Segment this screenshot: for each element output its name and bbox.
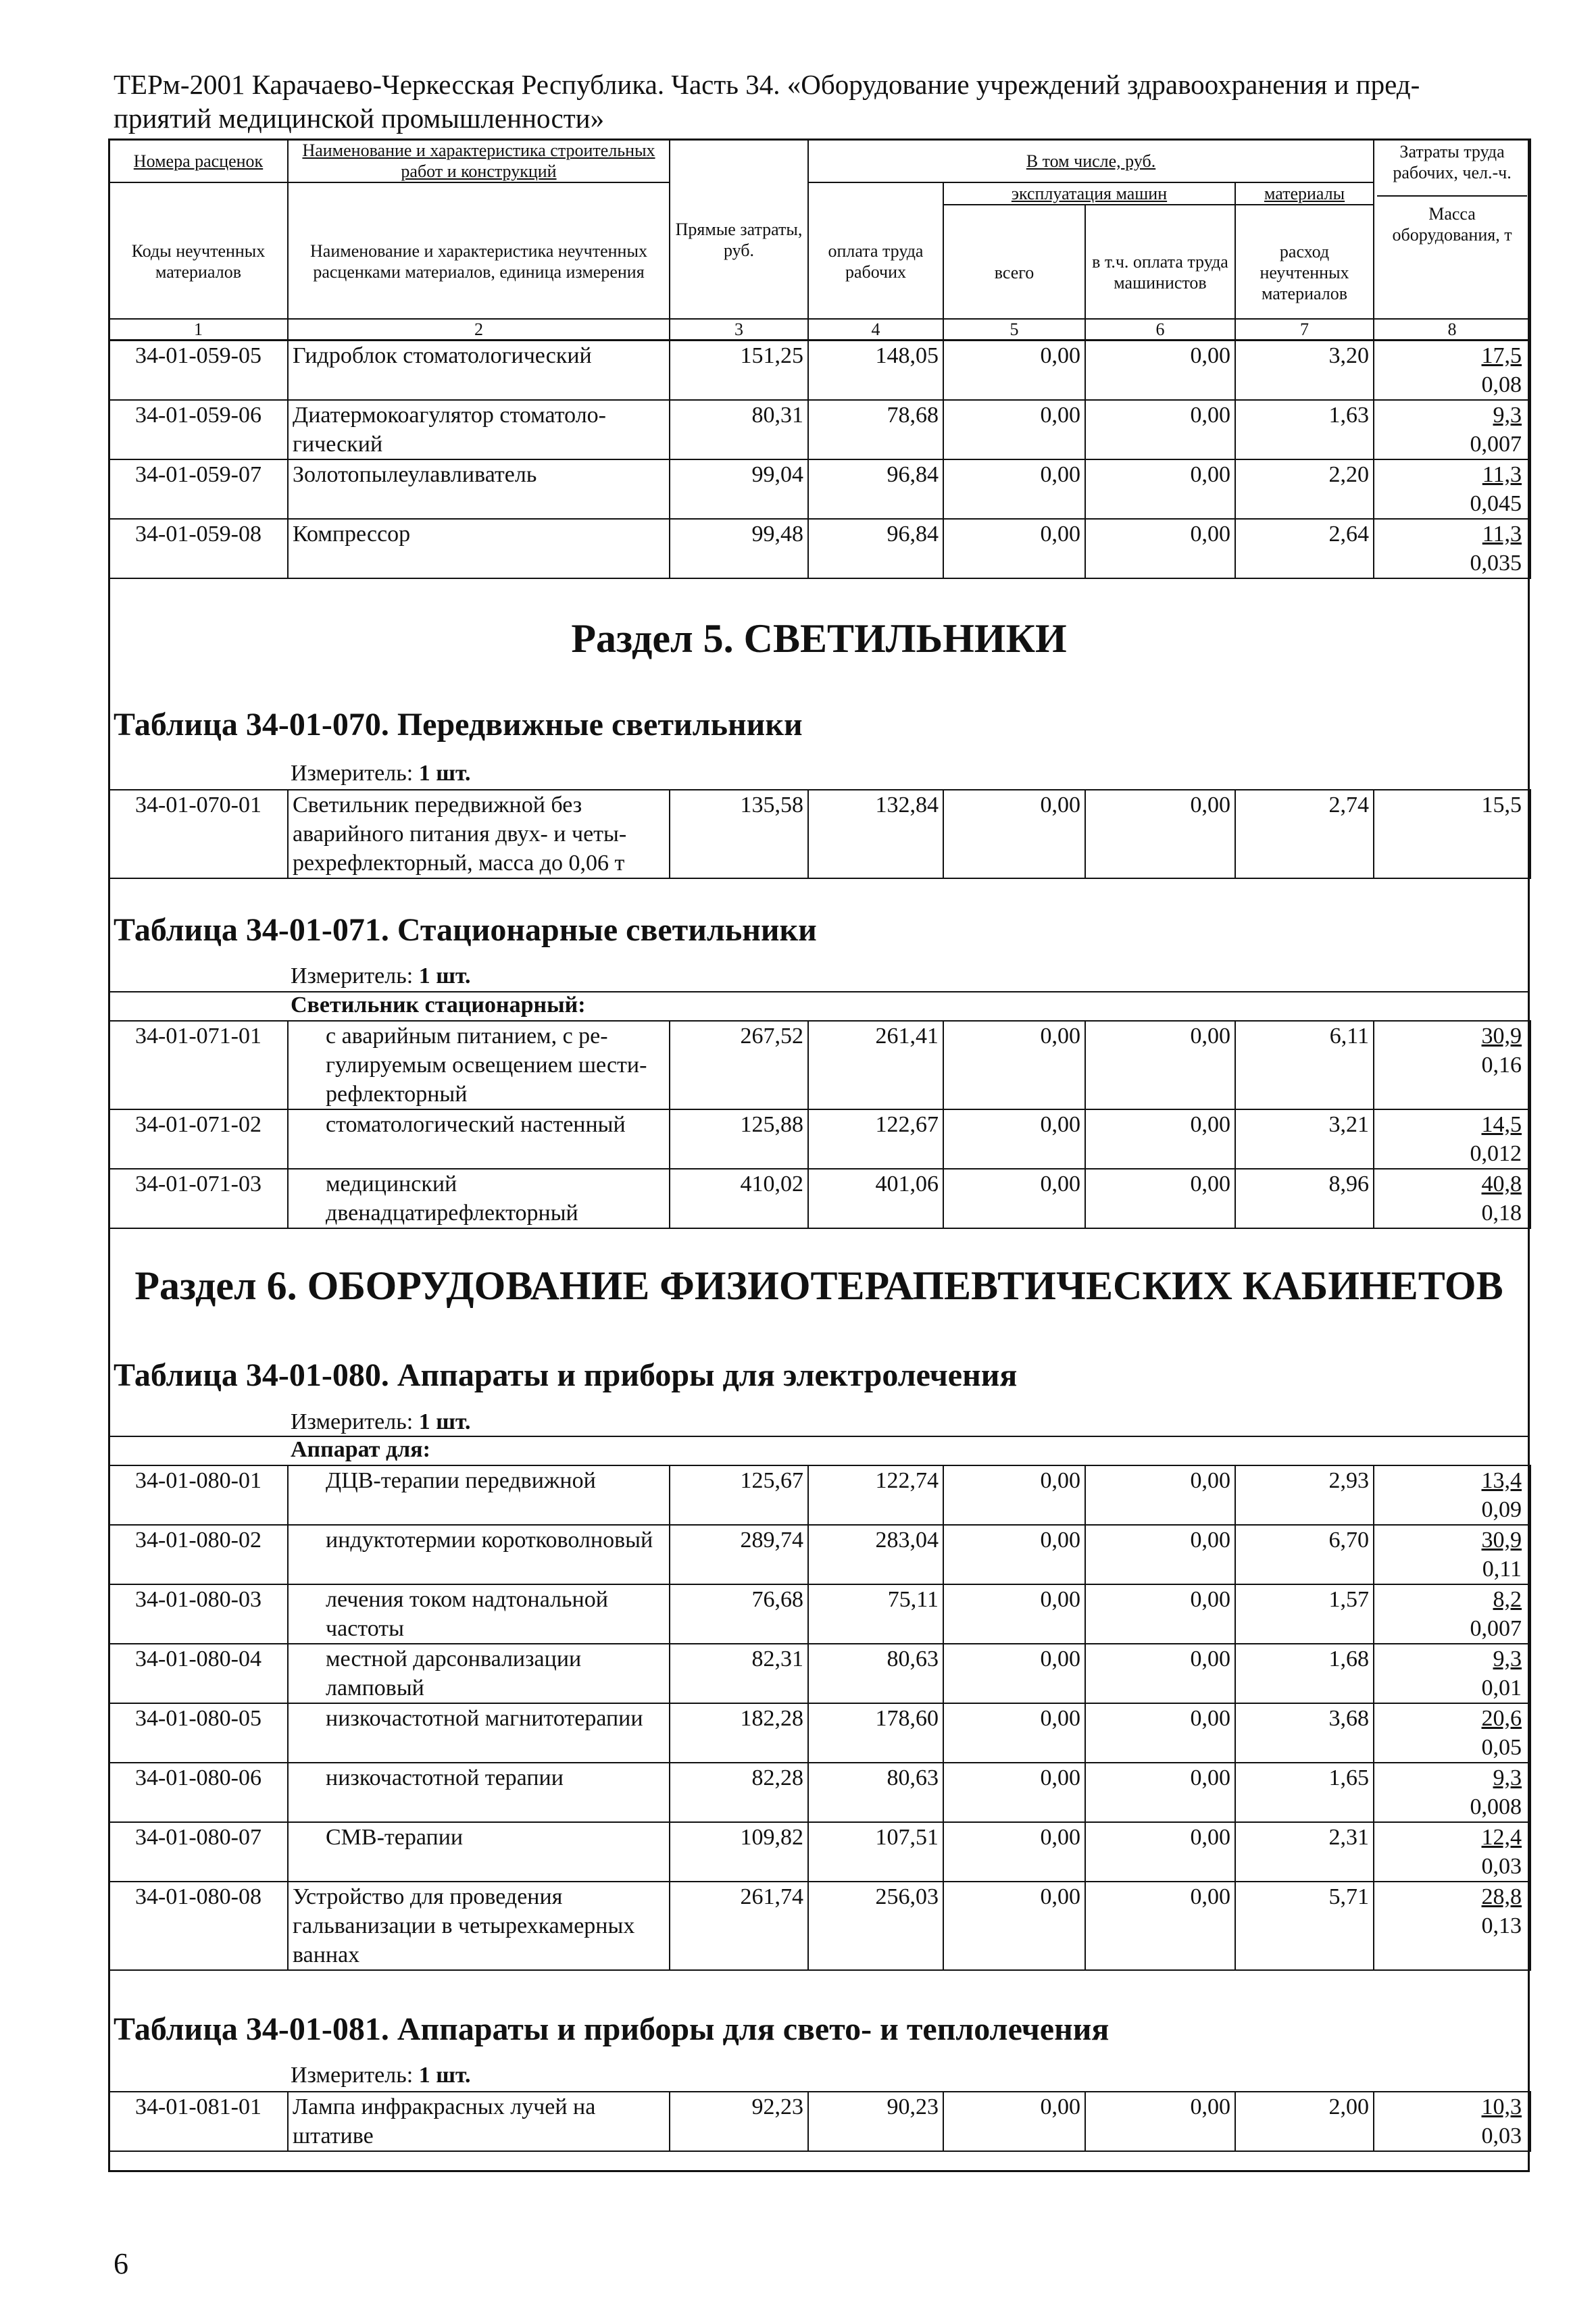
row-labor-hours: 9,3 xyxy=(1493,1765,1522,1790)
measure-label: Измеритель: xyxy=(291,1409,414,1434)
row-name: лечения током надтональной частоты xyxy=(288,1584,670,1644)
row-hours-mass xyxy=(1374,790,1530,878)
row-equipment-mass: 0,13 xyxy=(1481,1913,1522,1938)
header-col6: в т.ч. оплата труда машинистов xyxy=(1085,205,1235,340)
table-071-group-label: Светильник стационарный: xyxy=(291,992,586,1017)
row-machine-cost: 0,00 xyxy=(943,1882,1085,1970)
table-071-title: Таблица 34-01-071. Стационарные светильники xyxy=(114,912,817,948)
row-code: 34-01-080-04 xyxy=(109,1644,288,1703)
page-header-title xyxy=(114,68,1532,135)
table-071 xyxy=(108,1020,1531,1229)
col-index-6: 6 xyxy=(1085,319,1235,341)
row-machinist-labor: 0,00 xyxy=(1085,790,1235,878)
row-direct-cost: 135,58 xyxy=(670,790,808,878)
row-labor-cost: 178,60 xyxy=(808,1703,943,1763)
row-machine-cost: 0,00 xyxy=(943,1584,1085,1644)
row-labor-cost: 122,67 xyxy=(808,1109,943,1169)
col-index-1: 1 xyxy=(109,319,288,341)
row-equipment-mass: 0,16 xyxy=(1481,1053,1522,1078)
row-machinist-labor: 0,00 xyxy=(1085,341,1235,400)
table-row xyxy=(109,1822,1530,1882)
row-direct-cost: 82,28 xyxy=(670,1763,808,1822)
row-machinist-labor: 0,00 xyxy=(1085,1109,1235,1169)
row-materials: 2,93 xyxy=(1235,1465,1374,1525)
table-row xyxy=(109,1882,1530,1970)
table-block1 xyxy=(108,340,1531,579)
row-equipment-mass: 0,035 xyxy=(1470,551,1522,576)
row-code: 34-01-080-06 xyxy=(109,1763,288,1822)
header-materials: материалы xyxy=(1235,182,1374,205)
table-080-rows xyxy=(109,1465,1530,1970)
table-row xyxy=(109,1169,1530,1228)
row-direct-cost: 182,28 xyxy=(670,1703,808,1763)
row-equipment-mass: 0,05 xyxy=(1481,1735,1522,1760)
row-machine-cost: 0,00 xyxy=(943,1822,1085,1882)
row-machine-cost: 0,00 xyxy=(943,519,1085,578)
row-labor-hours: 11,3 xyxy=(1482,522,1522,547)
row-labor-cost: 96,84 xyxy=(808,459,943,519)
measure-value: 1 шт. xyxy=(418,1409,471,1434)
row-machinist-labor: 0,00 xyxy=(1085,1703,1235,1763)
row-name: низкочастотной магнитотерапии xyxy=(288,1703,670,1763)
row-labor-hours: 15,5 xyxy=(1481,793,1522,818)
row-name: Гидроблок стоматологический xyxy=(288,341,670,400)
table-row xyxy=(109,2092,1530,2151)
block1-rows xyxy=(109,341,1530,578)
row-materials: 1,63 xyxy=(1235,400,1374,459)
measure-label: Измеритель: xyxy=(291,2063,414,2088)
row-materials: 5,71 xyxy=(1235,1882,1374,1970)
col-index-3: 3 xyxy=(670,319,808,341)
row-direct-cost: 125,88 xyxy=(670,1109,808,1169)
row-direct-cost: 99,04 xyxy=(670,459,808,519)
header-col8-bottom: Масса оборудования, т xyxy=(1392,204,1512,245)
table-081 xyxy=(108,2091,1531,2152)
row-name: Светильник передвижной без аварийного питания двух- и четы-рехрефлекторный, масса до 0,06 т xyxy=(288,790,670,878)
table-row xyxy=(109,341,1530,400)
row-machine-cost: 0,00 xyxy=(943,1763,1085,1822)
row-hours-mass xyxy=(1374,1169,1530,1228)
row-machinist-labor: 0,00 xyxy=(1085,1882,1235,1970)
measure-value: 1 шт. xyxy=(418,963,471,988)
row-direct-cost: 267,52 xyxy=(670,1021,808,1109)
row-machine-cost: 0,00 xyxy=(943,1644,1085,1703)
row-machinist-labor: 0,00 xyxy=(1085,1169,1235,1228)
row-hours-mass xyxy=(1374,1703,1530,1763)
row-equipment-mass: 0,08 xyxy=(1481,372,1522,397)
table-row xyxy=(109,1763,1530,1822)
header-col2-top: Наименование и характеристика строительных работ и конструкций xyxy=(288,139,670,182)
measure-label: Измеритель: xyxy=(291,963,414,988)
table-row xyxy=(109,1465,1530,1525)
table-row xyxy=(109,1644,1530,1703)
row-name: низкочастотной терапии xyxy=(288,1763,670,1822)
row-code: 34-01-080-08 xyxy=(109,1882,288,1970)
row-equipment-mass: 0,18 xyxy=(1481,1201,1522,1226)
measure-label: Измеритель: xyxy=(291,761,414,786)
row-labor-cost: 256,03 xyxy=(808,1882,943,1970)
row-labor-hours: 40,8 xyxy=(1481,1172,1522,1197)
row-equipment-mass: 0,012 xyxy=(1470,1141,1522,1166)
row-machinist-labor: 0,00 xyxy=(1085,1584,1235,1644)
header-exploit: эксплуатация машин xyxy=(943,182,1235,205)
row-name: СМВ-терапии xyxy=(288,1822,670,1882)
row-equipment-mass: 0,007 xyxy=(1470,1616,1522,1641)
row-name: местной дарсонвализации ламповый xyxy=(288,1644,670,1703)
row-labor-cost: 283,04 xyxy=(808,1525,943,1584)
row-hours-mass xyxy=(1374,2092,1530,2151)
row-materials: 3,68 xyxy=(1235,1703,1374,1763)
row-equipment-mass: 0,008 xyxy=(1470,1794,1522,1819)
row-hours-mass xyxy=(1374,1465,1530,1525)
table-row xyxy=(109,459,1530,519)
table-070 xyxy=(108,789,1531,879)
table-070-rows xyxy=(109,790,1530,878)
row-direct-cost: 125,67 xyxy=(670,1465,808,1525)
row-equipment-mass: 0,045 xyxy=(1470,491,1522,516)
row-machinist-labor: 0,00 xyxy=(1085,400,1235,459)
col-index-5: 5 xyxy=(943,319,1085,341)
row-code: 34-01-059-07 xyxy=(109,459,288,519)
row-hours-mass xyxy=(1374,1644,1530,1703)
col-index-2: 2 xyxy=(288,319,670,341)
row-machine-cost: 0,00 xyxy=(943,1465,1085,1525)
row-name: Диатермокоагулятор стоматоло-гический xyxy=(288,400,670,459)
header-col5: всего xyxy=(943,205,1085,340)
row-labor-cost: 78,68 xyxy=(808,400,943,459)
row-materials: 6,11 xyxy=(1235,1021,1374,1109)
row-materials: 3,20 xyxy=(1235,341,1374,400)
row-direct-cost: 261,74 xyxy=(670,1882,808,1970)
header-col7: расход неучтенных материалов xyxy=(1235,205,1374,340)
row-machinist-labor: 0,00 xyxy=(1085,1822,1235,1882)
page-number: 6 xyxy=(114,2247,128,2280)
measure-value: 1 шт. xyxy=(418,2063,471,2088)
table-row xyxy=(109,1525,1530,1584)
row-code: 34-01-059-06 xyxy=(109,400,288,459)
row-hours-mass xyxy=(1374,1822,1530,1882)
row-equipment-mass: 0,03 xyxy=(1481,2123,1522,2148)
row-hours-mass xyxy=(1374,1525,1530,1584)
row-machine-cost: 0,00 xyxy=(943,1021,1085,1109)
row-code: 34-01-080-07 xyxy=(109,1822,288,1882)
row-equipment-mass: 0,007 xyxy=(1470,432,1522,457)
row-labor-cost: 90,23 xyxy=(808,2092,943,2151)
row-materials: 2,00 xyxy=(1235,2092,1374,2151)
row-equipment-mass: 0,11 xyxy=(1482,1557,1522,1582)
row-code: 34-01-081-01 xyxy=(109,2092,288,2151)
row-labor-hours: 12,4 xyxy=(1481,1825,1522,1850)
row-labor-hours: 10,3 xyxy=(1481,2094,1522,2119)
row-direct-cost: 99,48 xyxy=(670,519,808,578)
table-081-rows xyxy=(109,2092,1530,2151)
row-machinist-labor: 0,00 xyxy=(1085,1021,1235,1109)
table-071-measure xyxy=(291,963,471,990)
row-labor-hours: 9,3 xyxy=(1493,1646,1522,1671)
row-machine-cost: 0,00 xyxy=(943,1169,1085,1228)
row-name: Лампа инфракрасных лучей на штативе xyxy=(288,2092,670,2151)
row-code: 34-01-070-01 xyxy=(109,790,288,878)
section-5-heading: Раздел 5. СВЕТИЛЬНИКИ xyxy=(571,616,1067,661)
row-machine-cost: 0,00 xyxy=(943,459,1085,519)
row-machinist-labor: 0,00 xyxy=(1085,2092,1235,2151)
row-materials: 1,57 xyxy=(1235,1584,1374,1644)
section-6-heading: Раздел 6. ОБОРУДОВАНИЕ ФИЗИОТЕРАПЕВТИЧЕСКИХ КАБИНЕТОВ xyxy=(134,1263,1503,1308)
row-code: 34-01-071-03 xyxy=(109,1169,288,1228)
row-hours-mass xyxy=(1374,1882,1530,1970)
row-hours-mass xyxy=(1374,459,1530,519)
table-080-title: Таблица 34-01-080. Аппараты и приборы для электролечения xyxy=(114,1357,1018,1393)
row-labor-cost: 132,84 xyxy=(808,790,943,878)
table-081-title: Таблица 34-01-081. Аппараты и приборы для свето- и теплолечения xyxy=(114,2011,1109,2047)
row-labor-cost: 261,41 xyxy=(808,1021,943,1109)
row-machine-cost: 0,00 xyxy=(943,400,1085,459)
col-index-4: 4 xyxy=(808,319,943,341)
table-080-measure xyxy=(291,1409,471,1436)
row-code: 34-01-080-02 xyxy=(109,1525,288,1584)
row-machinist-labor: 0,00 xyxy=(1085,1525,1235,1584)
row-direct-cost: 82,31 xyxy=(670,1644,808,1703)
table-081-measure xyxy=(291,2062,471,2089)
row-labor-hours: 30,9 xyxy=(1481,1024,1522,1049)
row-machinist-labor: 0,00 xyxy=(1085,519,1235,578)
row-labor-hours: 28,8 xyxy=(1481,1884,1522,1909)
row-labor-hours: 14,5 xyxy=(1481,1112,1522,1137)
row-materials: 1,65 xyxy=(1235,1763,1374,1822)
row-code: 34-01-071-01 xyxy=(109,1021,288,1109)
row-name: медицинский двенадцатирефлекторный xyxy=(288,1169,670,1228)
table-row xyxy=(109,1021,1530,1109)
row-labor-cost: 122,74 xyxy=(808,1465,943,1525)
row-code: 34-01-071-02 xyxy=(109,1109,288,1169)
table-header xyxy=(108,139,1531,341)
row-hours-mass xyxy=(1374,1763,1530,1822)
row-labor-cost: 75,11 xyxy=(808,1584,943,1644)
table-070-title: Таблица 34-01-070. Передвижные светильники xyxy=(114,707,803,743)
row-labor-cost: 148,05 xyxy=(808,341,943,400)
row-hours-mass xyxy=(1374,1109,1530,1169)
row-materials: 8,96 xyxy=(1235,1169,1374,1228)
row-equipment-mass: 0,03 xyxy=(1481,1854,1522,1879)
row-machinist-labor: 0,00 xyxy=(1085,1465,1235,1525)
header-col1-bottom: Коды неучтенных материалов xyxy=(109,182,288,340)
row-code: 34-01-080-05 xyxy=(109,1703,288,1763)
measure-value: 1 шт. xyxy=(418,761,471,786)
row-machinist-labor: 0,00 xyxy=(1085,1644,1235,1703)
row-materials: 2,31 xyxy=(1235,1822,1374,1882)
row-labor-hours: 8,2 xyxy=(1493,1587,1522,1612)
row-labor-hours: 11,3 xyxy=(1482,462,1522,487)
row-materials: 1,68 xyxy=(1235,1644,1374,1703)
row-labor-hours: 9,3 xyxy=(1493,403,1522,428)
col-index-7: 7 xyxy=(1235,319,1374,341)
row-hours-mass xyxy=(1374,519,1530,578)
row-labor-cost: 401,06 xyxy=(808,1169,943,1228)
row-materials: 6,70 xyxy=(1235,1525,1374,1584)
row-hours-mass xyxy=(1374,341,1530,400)
page-header-title-line2: приятий медицинской промышленности» xyxy=(114,103,605,134)
row-labor-hours: 13,4 xyxy=(1481,1468,1522,1493)
column-index-row xyxy=(108,318,1531,341)
table-row xyxy=(109,790,1530,878)
row-labor-cost: 96,84 xyxy=(808,519,943,578)
row-materials: 2,20 xyxy=(1235,459,1374,519)
table-row xyxy=(109,1584,1530,1644)
row-equipment-mass: 0,01 xyxy=(1481,1676,1522,1701)
row-machine-cost: 0,00 xyxy=(943,1525,1085,1584)
col-index-8: 8 xyxy=(1374,319,1530,341)
header-col2-bottom: Наименование и характеристика неучтенных расценками материалов, единица измерения xyxy=(288,182,670,340)
row-labor-cost: 107,51 xyxy=(808,1822,943,1882)
row-direct-cost: 80,31 xyxy=(670,400,808,459)
row-machinist-labor: 0,00 xyxy=(1085,1763,1235,1822)
table-row xyxy=(109,400,1530,459)
row-labor-cost: 80,63 xyxy=(808,1763,943,1822)
row-machine-cost: 0,00 xyxy=(943,2092,1085,2151)
row-code: 34-01-059-08 xyxy=(109,519,288,578)
table-080-group-label: Аппарат для: xyxy=(291,1437,430,1462)
page-header-title-line1: ТЕРм-2001 Карачаево-Черкесская Республика. Часть 34. «Оборудование учреждений здравоохранения и пред- xyxy=(114,69,1420,100)
row-direct-cost: 410,02 xyxy=(670,1169,808,1228)
row-hours-mass xyxy=(1374,1021,1530,1109)
header-col8 xyxy=(1374,139,1530,340)
row-labor-hours: 20,6 xyxy=(1481,1706,1522,1731)
row-materials: 2,74 xyxy=(1235,790,1374,878)
row-labor-hours: 17,5 xyxy=(1481,343,1522,368)
row-name: индуктотермии коротковолновый xyxy=(288,1525,670,1584)
row-direct-cost: 92,23 xyxy=(670,2092,808,2151)
row-materials: 3,21 xyxy=(1235,1109,1374,1169)
header-col1-top: Номера расценок xyxy=(109,139,288,182)
row-name: ДЦВ-терапии передвижной xyxy=(288,1465,670,1525)
table-071-rows xyxy=(109,1021,1530,1228)
header-col4: оплата труда рабочих xyxy=(808,182,943,340)
row-machine-cost: 0,00 xyxy=(943,1703,1085,1763)
row-code: 34-01-080-03 xyxy=(109,1584,288,1644)
row-direct-cost: 76,68 xyxy=(670,1584,808,1644)
row-direct-cost: 289,74 xyxy=(670,1525,808,1584)
row-hours-mass xyxy=(1374,1584,1530,1644)
row-equipment-mass: 0,09 xyxy=(1481,1497,1522,1522)
table-070-measure xyxy=(291,760,471,787)
table-row xyxy=(109,519,1530,578)
row-labor-cost: 80,63 xyxy=(808,1644,943,1703)
table-row xyxy=(109,1703,1530,1763)
row-labor-hours: 30,9 xyxy=(1481,1528,1522,1553)
table-080 xyxy=(108,1465,1531,1971)
row-name: с аварийным питанием, с ре-гулируемым освещением шести-рефлекторный xyxy=(288,1021,670,1109)
header-col3: Прямые затраты, руб. xyxy=(670,139,808,340)
row-name: Золотопылеулавливатель xyxy=(288,459,670,519)
row-direct-cost: 151,25 xyxy=(670,341,808,400)
row-machinist-labor: 0,00 xyxy=(1085,459,1235,519)
row-hours-mass xyxy=(1374,400,1530,459)
row-materials: 2,64 xyxy=(1235,519,1374,578)
row-code: 34-01-059-05 xyxy=(109,341,288,400)
table-row xyxy=(109,1109,1530,1169)
row-machine-cost: 0,00 xyxy=(943,790,1085,878)
row-code: 34-01-080-01 xyxy=(109,1465,288,1525)
row-name: Устройство для проведения гальванизации в четырехкамерных ваннах xyxy=(288,1882,670,1970)
row-machine-cost: 0,00 xyxy=(943,341,1085,400)
header-col8-top: Затраты труда рабочих, чел.-ч. xyxy=(1377,141,1527,197)
row-name: Компрессор xyxy=(288,519,670,578)
row-name: стоматологический настенный xyxy=(288,1109,670,1169)
row-machine-cost: 0,00 xyxy=(943,1109,1085,1169)
row-direct-cost: 109,82 xyxy=(670,1822,808,1882)
header-incl: В том числе, руб. xyxy=(808,139,1374,182)
